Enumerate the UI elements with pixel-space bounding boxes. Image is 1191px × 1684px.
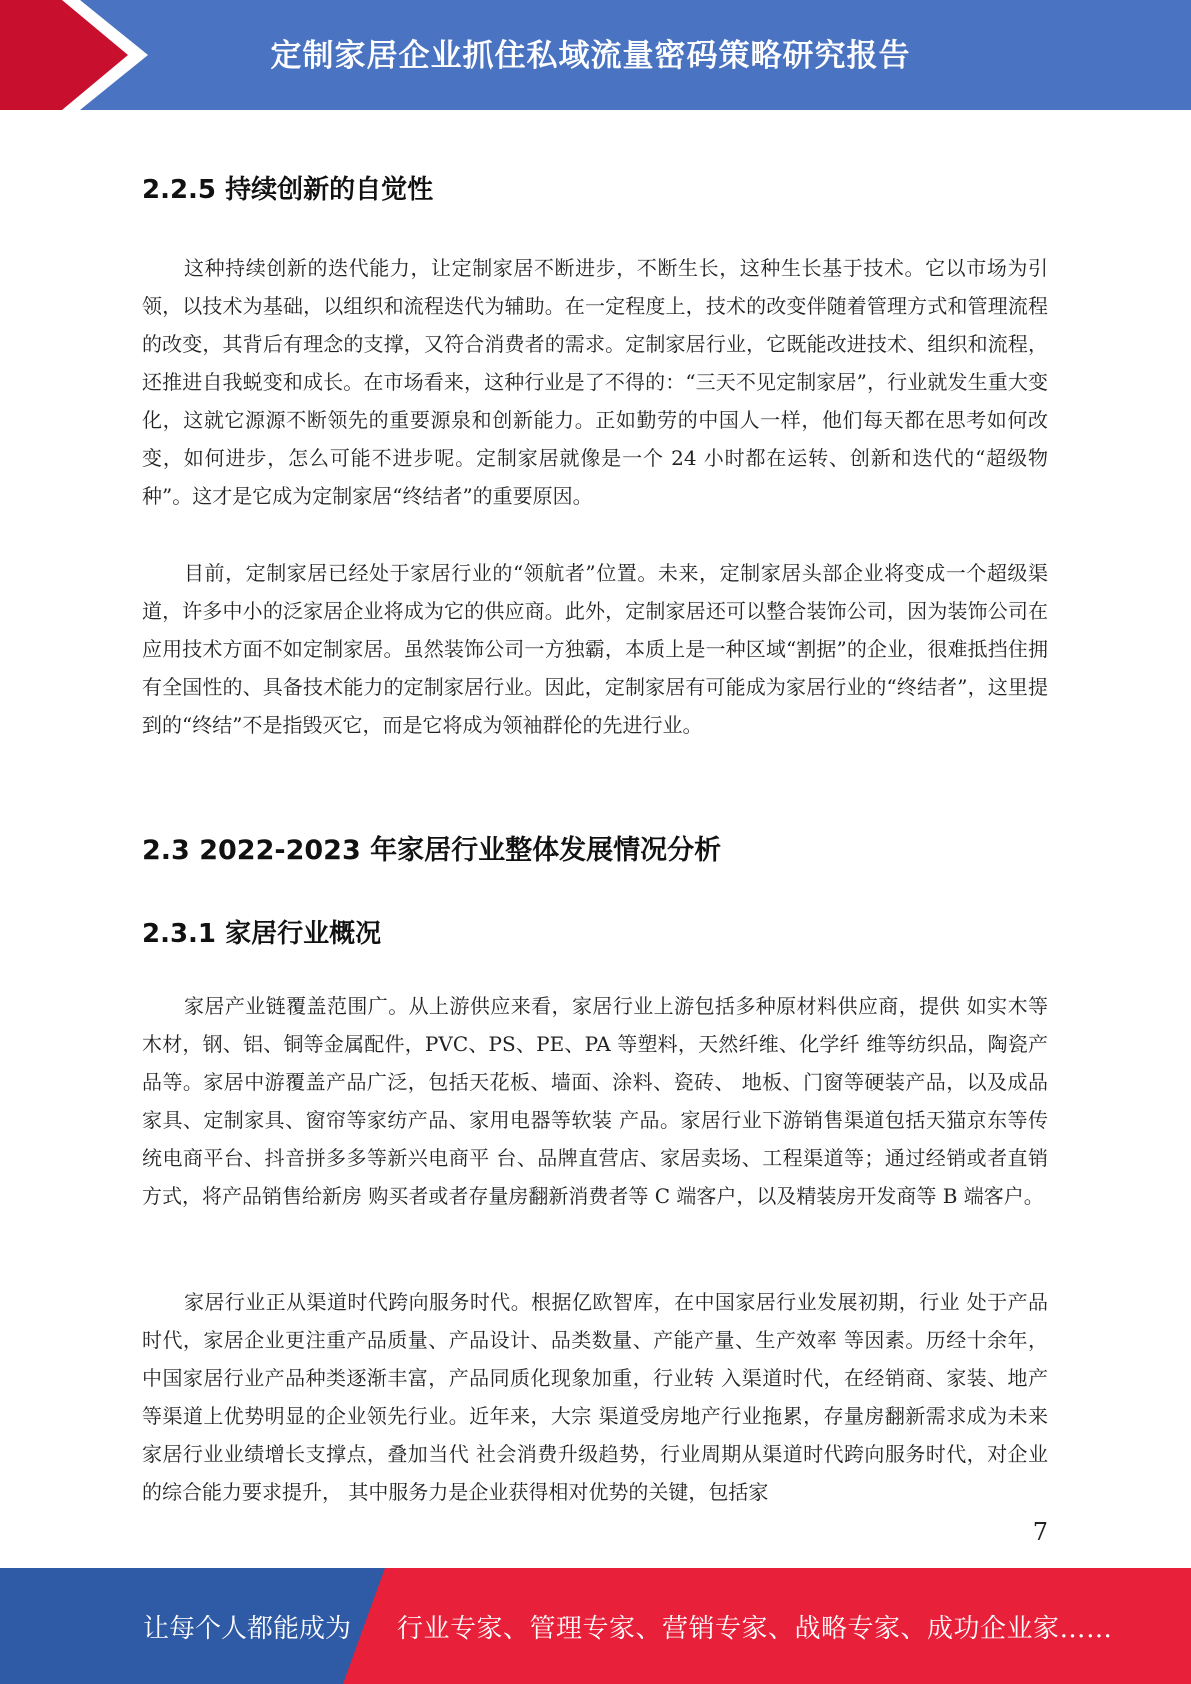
footer-slogan-left: 让每个人都能成为 [143,1613,352,1644]
page-number: 7 [1032,1518,1048,1546]
section-heading-2-2-5: 2.2.5 持续创新的自觉性 [142,175,434,205]
report-title: 定制家居企业抓住私域流量密码策略研究报告 [270,37,911,74]
paragraph: 家居产业链覆盖范围广。从上游供应来看，家居行业上游包括多种原材料供应商，提供 如实木等木材，钢、铝、铜等金属配件，PVC、PS、PE、PA 等塑料，天然纤维、化学纤 维等纺织品，陶瓷产品等。家居中游覆盖产品广泛，包括天花板、墙面、涂料、瓷砖、 地板、门窗等硬装产品，以及成品家具、定制家具、窗帘等家纺产品、家用电器等软装 产品。家居行业下游销售渠道包括天猫京东等传统电商平台、抖音拼多多等新兴电商平 台、品牌直营店、家居卖场、工程渠道等；通过经销或者直销方式，将产品销售给新房 购买者或者存量房翻新消费者等 C 端客户，以及精装房开发商等 B 端客户。 [142,994,1048,1208]
paragraph: 目前，定制家居已经处于家居行业的“领航者”位置。未来，定制家居头部企业将变成一个超级渠道，许多中小的泛家居企业将成为它的供应商。此外，定制家居还可以整合装饰公司，因为装饰公司在应用技术方面不如定制家居。虽然装饰公司一方独霸，本质上是一种区域“割据”的企业，很难抵挡住拥有全国性的、具备技术能力的定制家居行业。因此，定制家居有可能成为家居行业的“终结者”，这里提到的“终结”不是指毁灭它，而是它将成为领袖群伦的先进行业。 [142,561,1048,737]
paragraph: 这种持续创新的迭代能力，让定制家居不断进步，不断生长，这种生长基于技术。它以市场为引领，以技术为基础，以组织和流程迭代为辅助。在一定程度上，技术的改变伴随着管理方式和管理流程的改变，其背后有理念的支撑，又符合消费者的需求。定制家居行业，它既能改进技术、组织和流程，还推进自我蜕变和成长。在市场看来，这种行业是了不得的：“三天不见定制家居”，行业就发生重大变化，这就它源源不断领先的重要源泉和创新能力。正如勤劳的中国人一样，他们每天都在思考如何改变，如何进步，怎么可能不进步呢。定制家居就像是一个 24 小时都在运转、创新和迭代的“超级物种”。这才是它成为定制家居“终结者”的重要原因。 [142,256,1048,508]
footer-slogan-right: 行业专家、管理专家、营销专家、战略专家、成功企业家…… [397,1613,1113,1644]
section-heading-2-3: 2.3 2022-2023 年家居行业整体发展情况分析 [142,835,722,866]
section-heading-2-3-1: 2.3.1 家居行业概况 [142,919,382,949]
footer-banner [0,1568,1191,1684]
header-banner [0,0,1191,110]
paragraph: 家居行业正从渠道时代跨向服务时代。根据亿欧智库，在中国家居行业发展初期，行业 处于产品时代，家居企业更注重产品质量、产品设计、品类数量、产能产量、生产效率 等因素。历经十余年，中国家居行业产品种类逐渐丰富，产品同质化现象加重，行业转 入渠道时代，在经销商、家装、地产等渠道上优势明显的企业领先行业。近年来，大宗 渠道受房地产行业拖累，存量房翻新需求成为未来家居行业业绩增长支撑点，叠加当代 社会消费升级趋势，行业周期从渠道时代跨向服务时代，对企业的综合能力要求提升， 其中服务力是企业获得相对优势的关键，包括家 [142,1290,1048,1504]
